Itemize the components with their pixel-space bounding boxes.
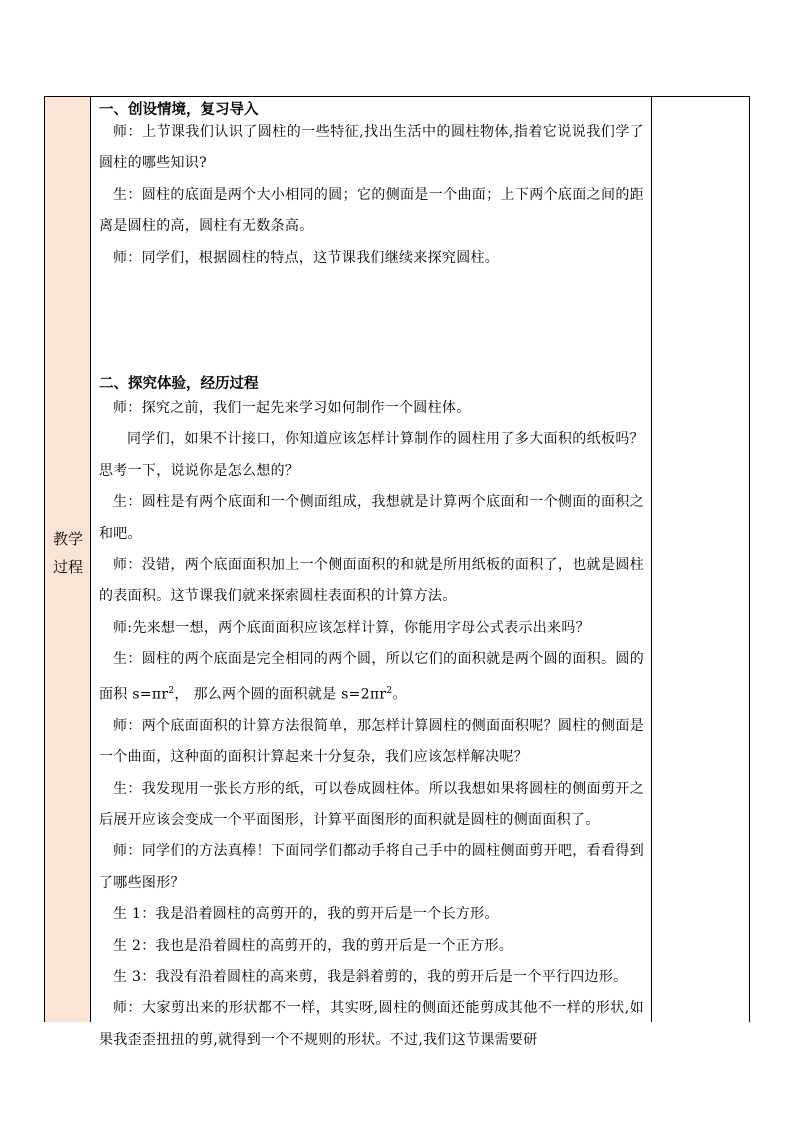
paragraph: 师：两个底面面积的计算方法很简单，那怎样计算圆柱的侧面面积呢？圆柱的侧面是一个曲面，这种面的面积计算起来十分复杂，我们应该怎样解决呢？ [99,717,644,766]
paragraph: 生 3：我没有沿着圆柱的高来剪，我是斜着剪的，我的剪开后是一个平行四边形。 [113,968,628,985]
formula-paragraph: 生：圆柱的两个底面是完全相同的两个圆，所以它们的面积就是两个圆的面积。圆的面积 $s=\pi r^2$， 那么两个圆的面积就是 $s=2\pi r^2$。 [99,651,644,703]
paragraph: 生：我发现用一张长方形的纸，可以卷成圆柱体。所以我想如果将圆柱的侧面剪开之后展开应该会变成一个平面图形，计算平面图形的面积就是圆柱的侧面面积了。 [99,780,644,828]
row-label-cell [45,97,91,1022]
paragraph: 生：圆柱的底面是两个大小相同的圆；它的侧面是一个曲面；上下两个底面之间的距离是圆柱的高，圆柱有无数条高。 [99,186,644,235]
paragraph: 生 2：我也是沿着圆柱的高剪开的，我的剪开后是一个正方形。 [113,937,514,954]
section-heading-2: 二、探究体验，经历过程 [99,375,259,392]
paragraph: 师：同学们的方法真棒！下面同学们都动手将自己手中的圆柱侧面剪开吧，看看得到了哪些图形？ [99,843,644,891]
section-heading-1: 一、创设情境，复习导入 [99,101,259,118]
paragraph: 生：圆柱是有两个底面和一个侧面组成，我想就是计算两个底面和一个侧面的面积之和吧。 [99,494,644,542]
paragraph: 师：没错，两个底面面积加上一个侧面面积的和就是所用纸板的面积了，也就是圆柱的表面积。这节课我们就来探索圆柱表面积的计算方法。 [99,557,644,605]
paragraph: 师：同学们，根据圆柱的特点，这节课我们继续来探究圆柱。 [113,249,500,266]
paragraph: 师:先来想一想，两个底面面积应该怎样计算，你能用字母公式表示出来吗？ [113,619,590,636]
section-2-body [99,393,644,1056]
paragraph: 师：上节课我们认识了圆柱的一些特征,找出生活中的圆柱物体,指着它说说我们学了圆柱的哪些知识? [99,124,644,172]
content-cell [91,97,652,1048]
section-1-body [99,117,644,274]
paragraph: 师：探究之前，我们一起先来学习如何制作一个圆柱体。 [113,400,471,416]
lesson-table [44,96,750,1048]
row-label: 教学 过程 [52,530,83,576]
paragraph: 师：大家剪出来的形状都不一样，其实呀,圆柱的侧面还能剪成其他不一样的形状,如果我歪歪扭扭的剪,就得到一个不规则的形状。不过,我们这节课需要研 [99,1000,644,1048]
paragraph: 同学们，如果不计接口，你知道应该怎样计算制作的圆柱用了多大面积的纸板吗？思考一下，说说你是怎么想的？ [99,431,644,479]
notes-cell [651,97,749,1022]
paragraph: 生 1：我是沿着圆柱的高剪开的，我的剪开后是一个长方形。 [113,906,499,923]
